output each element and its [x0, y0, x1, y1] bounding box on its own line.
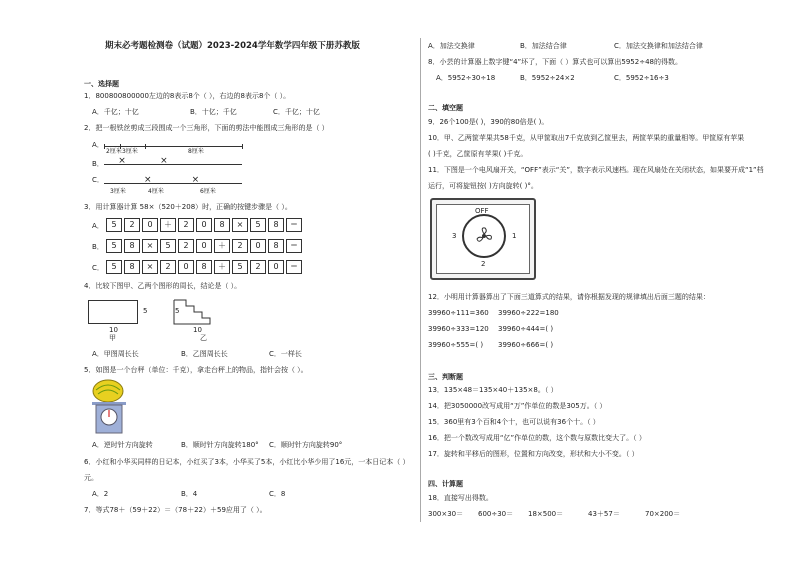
q3-label-b: B． [92, 243, 104, 251]
q12-r5: 39960÷555=( ) [428, 341, 484, 349]
key: 2 [250, 260, 266, 274]
column-divider [420, 38, 421, 522]
q12-r6: 39960÷666=( ) [498, 341, 554, 349]
key: 0 [142, 218, 158, 232]
q5-option-a: A．逆时针方向旋转 [92, 441, 153, 449]
q1-text: 1．800800800000左边的8表示8个（ ），右边的8表示8个（ ）。 [84, 92, 291, 100]
fan-off-label: OFF [475, 207, 489, 215]
q12-r3: 39960÷333=120 [428, 325, 489, 333]
key: ＝ [286, 218, 302, 232]
key: 5 [106, 260, 122, 274]
q3-text: 3．用计算器计算 58×（520＋208）时，正确的按键步骤是（ ）。 [84, 203, 292, 211]
key: 5 [250, 218, 266, 232]
key: 5 [106, 218, 122, 232]
tick [104, 144, 105, 149]
key: 5 [160, 239, 176, 253]
q12-r1: 39960÷111=360 [428, 309, 489, 317]
q8-option-b: B．5952÷24×2 [520, 74, 575, 82]
q8-text: 8．小芸的计算器上数字键“4”坏了，下面（ ）算式也可以算出5952÷48的得数。 [428, 58, 682, 66]
yi-width: 10 [193, 326, 202, 334]
q2b-seg3: 6厘米 [200, 188, 216, 195]
q10-text-end: ( )千克，乙筐原有苹果( )千克。 [428, 150, 528, 158]
q12-r2: 39960÷222=180 [498, 309, 559, 317]
jia-label: 甲 [109, 334, 116, 342]
key: 2 [124, 218, 140, 232]
q4-option-a: A．甲图周长长 [92, 350, 139, 358]
q7-text: 7．等式78＋（59＋22）＝（78＋22）＋59应用了（ ）。 [84, 506, 267, 514]
q11-text-end: 运行，可将旋钮按( )方向旋转( )°。 [428, 182, 538, 190]
q6-text: 6．小红和小华买同样的日记本，小红买了3本，小华买了5本，小红比小华少用了16元，一本日记本（ ） [84, 458, 410, 466]
q7-option-a: A．加法交换律 [428, 42, 475, 50]
q3-keys-b [106, 239, 302, 253]
key: 0 [250, 239, 266, 253]
key: 8 [268, 239, 284, 253]
q1-option-c: C．千亿；十亿 [273, 108, 320, 116]
page-title: 期末必考题检测卷（试题）2023-2024学年数学四年级下册苏教版 [105, 41, 360, 51]
q1-option-b: B．十亿；千亿 [190, 108, 237, 116]
section-fill-heading: 二、填空题 [428, 104, 463, 112]
scale-icon [88, 378, 132, 436]
q18-item-4: 43＋57＝ [588, 510, 620, 518]
q16-text: 16．把一个数改写成用“亿”作单位的数，这个数与原数比变大了。（ ） [428, 434, 646, 442]
tick [145, 144, 146, 149]
q2-label-a: A． [92, 141, 104, 149]
q9-text: 9．26个100是( )，390的80倍是( )。 [428, 118, 549, 126]
q8-option-c: C．5952÷16÷3 [614, 74, 669, 82]
q5-option-b: B．顺时针方向旋转180° [181, 441, 259, 449]
key: 8 [268, 218, 284, 232]
fan-blade-icon [474, 226, 494, 246]
q12-text: 12．小明用计算器算出了下面三道算式的结果，请你根据发现的规律填出后面三题的结果： [428, 293, 710, 301]
fan-speed-2: 2 [481, 260, 486, 268]
q4-text: 4．比较下图甲、乙两个图形的周长，结论是（ ）。 [84, 282, 242, 290]
q14-text: 14．把3050000改写成用“万”作单位的数是305万。（ ） [428, 402, 607, 410]
q2-label-c: C． [92, 176, 104, 184]
q18-item-5: 70×200＝ [645, 510, 681, 518]
yi-height: 5 [175, 307, 180, 315]
q2b-seg2: 4厘米 [148, 188, 164, 195]
q11-text: 11．下图是一个电风扇开关，“OFF”表示“关”，数字表示风速档。现在风扇处在关闭状态，如果要开成“1”档 [428, 166, 764, 174]
q4-option-b: B．乙图周长长 [181, 350, 228, 358]
q7-option-c: C．加法交换律和加法结合律 [614, 42, 703, 50]
section-judge-heading: 三、判断题 [428, 373, 463, 381]
section-choice-heading: 一、选择题 [84, 80, 119, 88]
key: 0 [196, 218, 212, 232]
tick [242, 144, 243, 149]
fan-speed-1: 1 [512, 232, 517, 240]
q6-option-a: A．2 [92, 490, 109, 498]
fan-speed-3: 3 [452, 232, 457, 240]
q2-line-b-marks: × × [104, 156, 168, 166]
key: 0 [178, 260, 194, 274]
key: ＋ [214, 239, 230, 253]
key: 5 [232, 260, 248, 274]
q2b-seg1: 3厘米 [110, 188, 126, 195]
q10-text: 10．甲、乙两筐苹果共58千克，从甲筐取出7千克放到乙筐里去，两筐苹果的重量相等。甲筐原有苹果 [428, 134, 745, 142]
key: 8 [124, 260, 140, 274]
q18-item-1: 300×30＝ [428, 510, 464, 518]
key: 2 [178, 218, 194, 232]
fan-switch-panel [430, 198, 536, 280]
q2a-seg3: 8厘米 [188, 148, 204, 155]
q5-option-c: C．顺时针方向旋转90° [269, 441, 343, 449]
jia-height: 5 [143, 307, 148, 315]
key: 8 [196, 260, 212, 274]
key: 2 [160, 260, 176, 274]
key: 5 [106, 239, 122, 253]
key: ＝ [286, 260, 302, 274]
section-calc-heading: 四、计算题 [428, 480, 463, 488]
q13-text: 13．135×48＝135×40＋135×8。（ ） [428, 386, 558, 394]
q3-label-a: A． [92, 222, 104, 230]
key: × [142, 239, 158, 253]
key: ＋ [160, 218, 176, 232]
q17-text: 17．旋转和平移后的图形，位置和方向改变，形状和大小不变。（ ） [428, 450, 639, 458]
q8-option-a: A．5952÷30÷18 [436, 74, 496, 82]
jia-width: 10 [109, 326, 118, 334]
q6-text-end: 元。 [84, 474, 98, 482]
q18-text: 18．直接写出得数。 [428, 494, 493, 502]
q18-item-3: 18×500＝ [528, 510, 564, 518]
yi-label: 乙 [200, 334, 207, 342]
key: 0 [268, 260, 284, 274]
key: ＝ [286, 239, 302, 253]
q4-option-c: C．一样长 [269, 350, 302, 358]
key: 2 [178, 239, 194, 253]
key: 8 [214, 218, 230, 232]
q12-r4: 39960÷444=( ) [498, 325, 554, 333]
q3-keys-a [106, 218, 302, 232]
shape-yi [172, 298, 232, 328]
q7-option-b: B．加法结合律 [520, 42, 567, 50]
q2a-seg1: 2厘米 [106, 148, 122, 155]
q3-label-c: C． [92, 264, 104, 272]
key: 8 [124, 239, 140, 253]
q2-label-b: B． [92, 160, 104, 168]
q6-option-b: B．4 [181, 490, 198, 498]
key: × [232, 218, 248, 232]
q6-option-c: C．8 [269, 490, 286, 498]
q2-text: 2．把一根铁丝剪成三段围成一个三角形，下面的剪法中能围成三角形的是（ ） [84, 124, 329, 132]
q15-text: 15．360里有3个百和4个十，也可以说有36个十。（ ） [428, 418, 600, 426]
q3-keys-c [106, 260, 302, 274]
q18-item-2: 600÷30＝ [478, 510, 514, 518]
q5-text: 5．如图是一个台秤（单位：千克），拿走台秤上的物品，指针会按（ ）。 [84, 366, 308, 374]
q1-option-a: A．千亿；十亿 [92, 108, 139, 116]
key: 0 [196, 239, 212, 253]
key: ＋ [214, 260, 230, 274]
shape-jia [88, 300, 138, 324]
q2a-seg2: 3厘米 [122, 148, 138, 155]
key: × [142, 260, 158, 274]
q2-line-c-marks: × × [104, 175, 200, 185]
key: 2 [232, 239, 248, 253]
